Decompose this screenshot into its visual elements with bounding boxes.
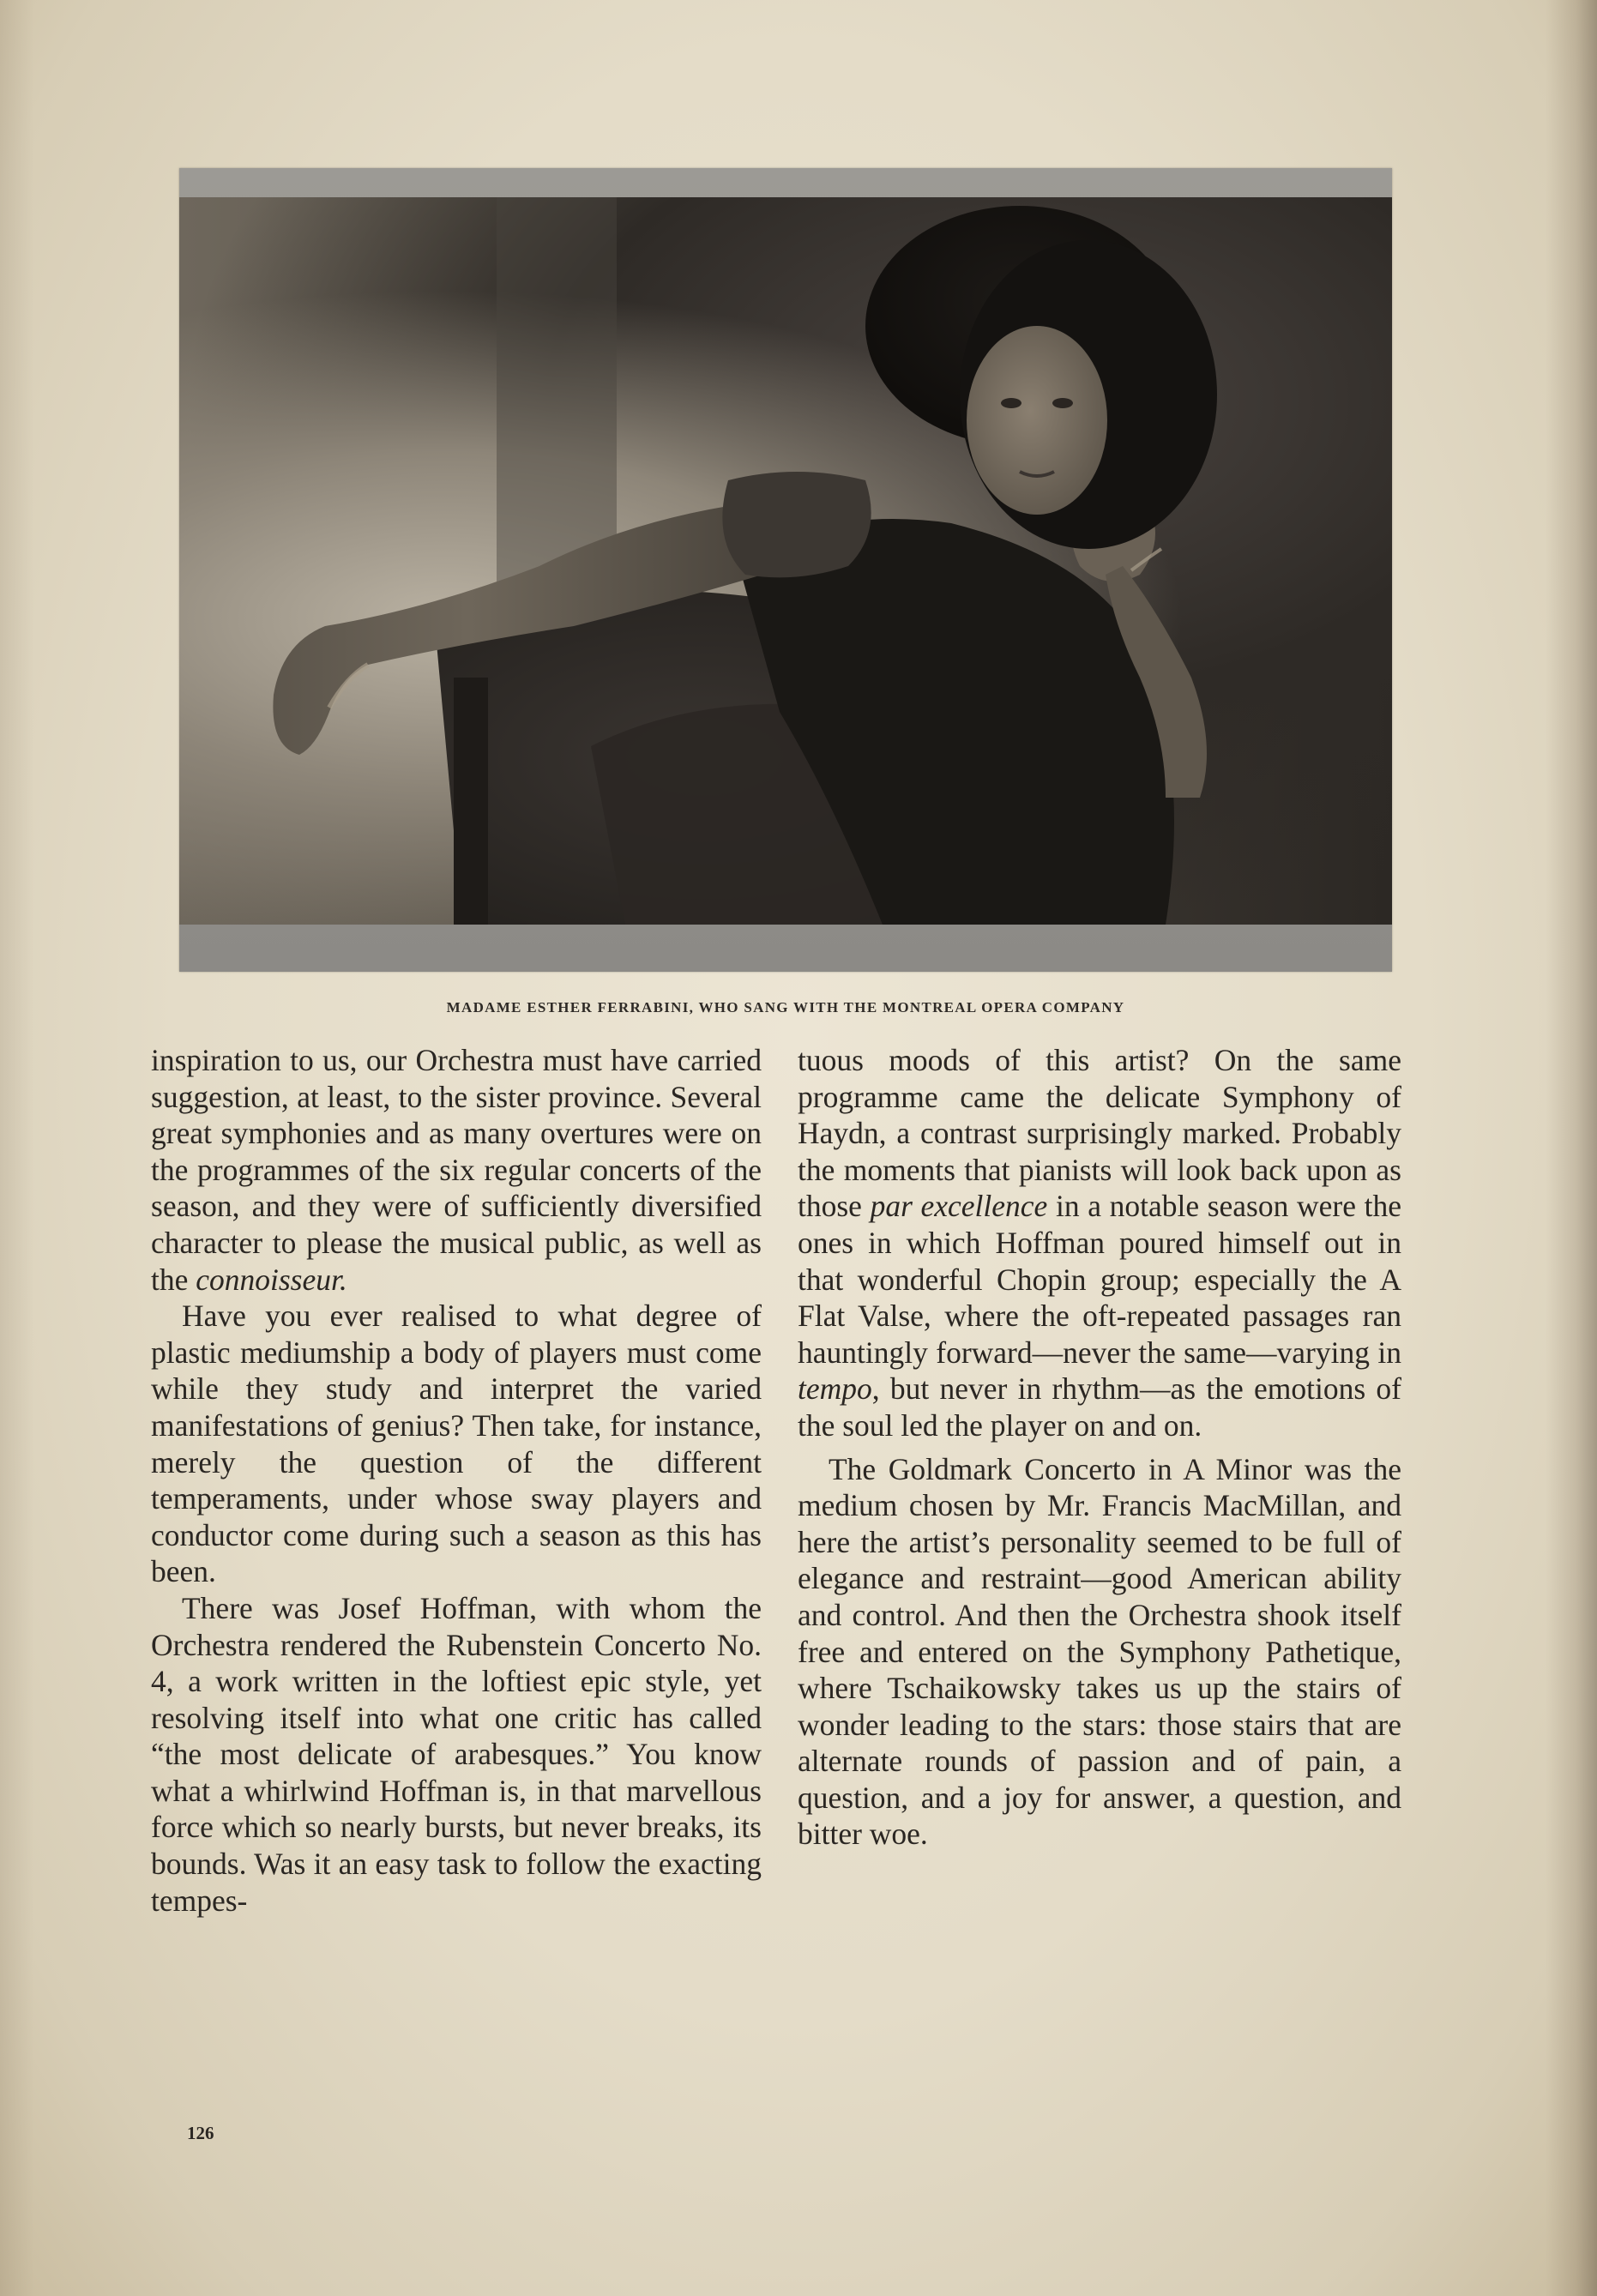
portrait-photograph xyxy=(179,197,1392,925)
paragraph: There was Josef Hoffman, with whom the Orchestra rendered the Rubenstein Concerto No. 4, a work written in the loftiest epic style, yet resolving itself into what one critic has called “the most delicate of arabesques.” You know what a whirlwind Hoffman is, in that marvellous force which so nearly bursts, but never breaks, its bounds. Was it an easy task to follow the exacting tempes- xyxy=(151,1590,762,1918)
paragraph xyxy=(151,1042,762,1298)
portrait-illustration xyxy=(179,197,1392,925)
left-text-column xyxy=(151,1042,762,1919)
italic-term: par excellence xyxy=(870,1189,1048,1224)
paragraph-text: in a notable season were the ones in which Hoffman poured himself out in that wonderful Chopin group; especially the A Flat Valse, where the oft-repeated passages ran hauntingly forward—never the same—varying in xyxy=(798,1189,1401,1370)
italic-term: connoisseur. xyxy=(196,1262,347,1297)
paragraph: Have you ever realised to what degree of plastic mediumship a body of players must come while they study and interpret the varied manifestations of genius? Then take, for instance, merely the question of the different temperaments, under whose sway players and conductor come during such a season as this has been. xyxy=(151,1299,762,1589)
paragraph-text: inspiration to us, our Orchestra must have carried suggestion, at least, to the sister province. Several great symphonies and as many overtures were on the programmes of the six regular concerts of the season, and they were of sufficiently diversified character to please the musical public, as well as the xyxy=(151,1043,762,1297)
italic-term: tempo xyxy=(798,1371,872,1407)
page-number: 126 xyxy=(187,2123,214,2143)
page-edge-shadow xyxy=(1546,0,1597,2296)
paragraph: The Goldmark Concerto in A Minor was the medium chosen by Mr. Francis MacMillan, and here the artist’s personality seemed to be full of elegance and restraint—good American ability and control. And then the Orchestra shook itself free and entered on the Symphony Pathetique, where Tschaikowsky takes us up the stairs of wonder leading to the stars: those stairs that are alternate rounds of passion and of pain, a question, and a joy for answer, a question, and bitter woe. xyxy=(798,1451,1401,1852)
paragraph-text: tuous moods of this artist? On the same programme came the delicate Symphony of Haydn, a contrast surprisingly marked. Probably the moments that pianists will look back upon as those xyxy=(798,1043,1401,1224)
photo-caption: MADAME ESTHER FERRABINI, WHO SANG WITH THE MONTREAL OPERA COMPANY xyxy=(446,999,1125,1015)
paragraph-text: , but never in rhythm—as the emotions of the soul led the player on and on. xyxy=(798,1371,1401,1443)
page-left-shadow xyxy=(0,0,34,2296)
paragraph xyxy=(798,1042,1401,1444)
right-text-column xyxy=(798,1042,1401,1853)
